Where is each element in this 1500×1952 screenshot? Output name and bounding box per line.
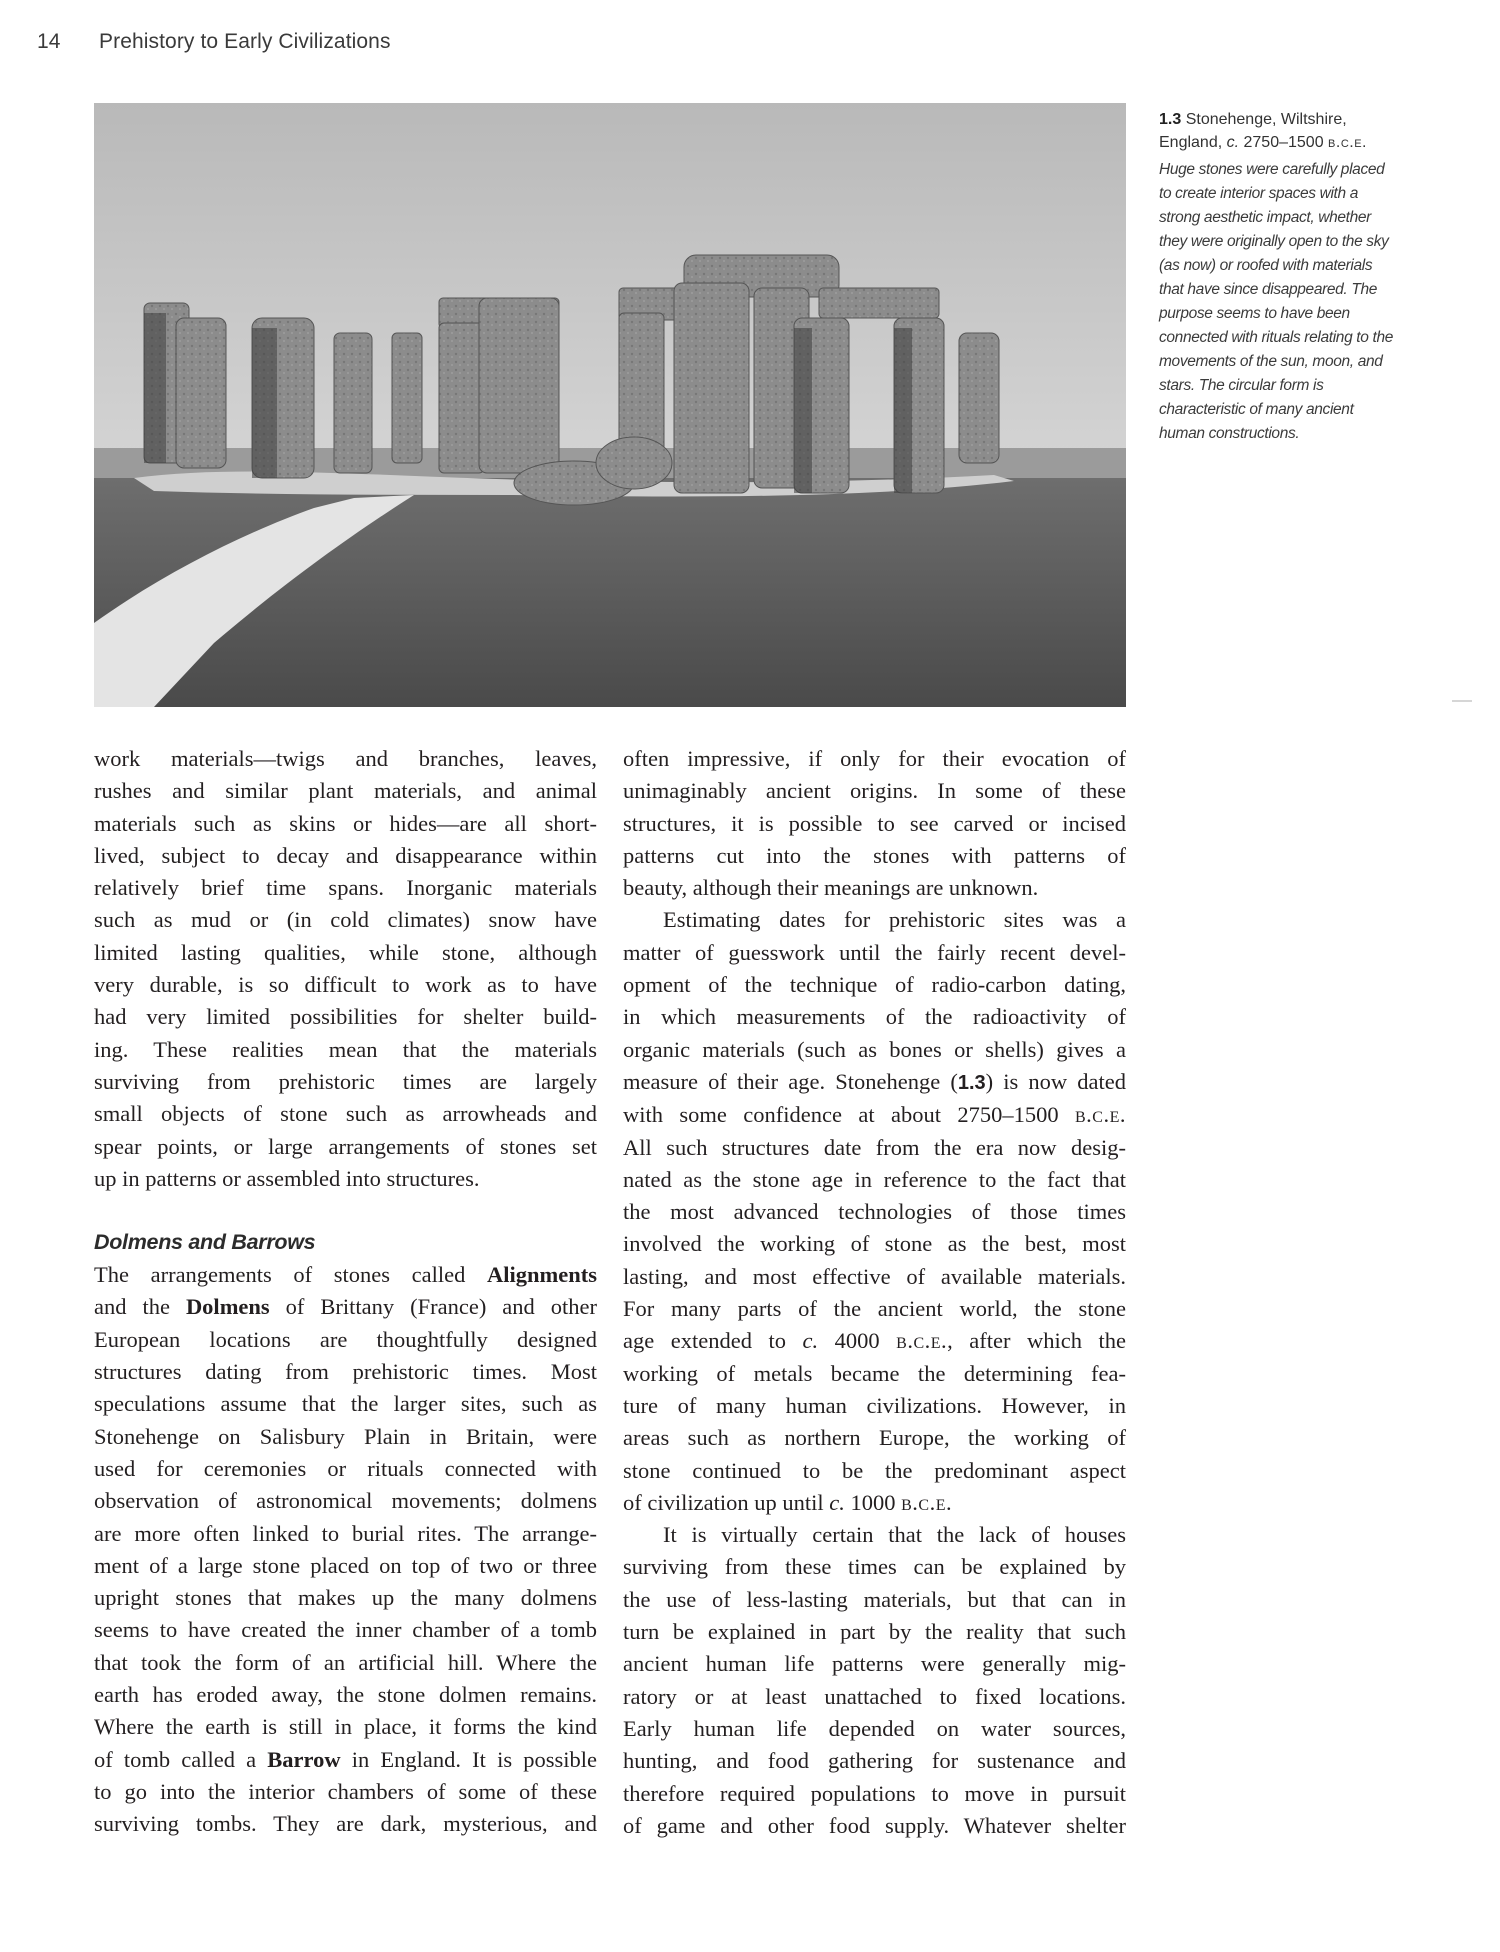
photo-illustration xyxy=(94,103,1126,707)
figure-reference-link[interactable]: 1.3 xyxy=(957,1071,986,1094)
paragraph: work materials—twigs and branches, leaves, rushes and similar plant materials, and animal materials such as skins or hides—are all short- lived, subject to decay and disappearance within relatively brief time spans. Inorganic materials such as mud or (in cold climates) snow have limited lasting qualities, while stone, although very durable, is so difficult to work as to have had very limited possibilities for shelter build- ing. These realities mean that the materials surviving from prehistoric times are largely small objects of stone such as arrowheads and spear points, or large arrangements of stones set up in patterns or assembled into structures. xyxy=(94,746,597,1191)
page-number: 14 xyxy=(37,30,61,53)
paragraph: Estimating dates for prehistoric sites was a matter of guesswork until the fairly recent devel- opment of the technique of radio-carbon dating, in which measurements of the radioactivity of organic materials (such as bones or shells) gives a measure of their age. Stonehenge (1.3) is now dated with some confidence at about 2750–1500 b.c.e. All such structures date from the era now desig- nated as the stone age in reference to the fact that the most advanced technologies of those times involved the working of stone as the best, most lasting, and most effective of available materials. For many parts of the ancient world, the stone age extended to c. 4000 b.c.e., after which the working of metals became the determining fea- ture of many human civilizations. However, in areas such as northern Europe, the working of stone continued to be the predominant aspect of civilization up until c. 1000 b.c.e. xyxy=(623,907,1127,1515)
paragraph: It is virtually certain that the lack of houses surviving from these times can be explained by the use of less-lasting materials, but that can in turn be explained in part by the reality that such ancient human life patterns were generally mig- ratory or at least unattached to fixed locations. Early human life depended on water sources, hunting, and food gathering for sustenance and therefore required populations to move in pursuit of game and other food supply. Whatever shelter xyxy=(623,1522,1126,1838)
caption-title: 1.3 Stonehenge, Wiltshire, England, c. 2750–1500 b.c.e. xyxy=(1159,111,1368,151)
scan-edge-mark xyxy=(1452,700,1472,702)
term-alignments: Alignments xyxy=(486,1262,597,1288)
running-head xyxy=(37,30,391,54)
caption-description: Huge stones were carefully placed to create interior spaces with a strong aesthetic impact, whether they were originally open to the sky (as now) or roofed with materials that have since disappeared. The purpose seems to have been connected with rituals relating to the movements of the sun, moon, and stars. The circular form is characteristic of many ancient human constructions. xyxy=(1159,161,1393,442)
term-barrow: Barrow xyxy=(267,1746,341,1772)
stonehenge-photo xyxy=(94,103,1126,707)
figure-caption xyxy=(1159,108,1399,446)
body-column-left xyxy=(94,743,597,1841)
body-column-right xyxy=(623,743,1126,1842)
term-dolmens: Dolmens xyxy=(185,1294,270,1320)
section-heading: Dolmens and Barrows xyxy=(94,1230,316,1255)
paragraph: often impressive, if only for their evocation of unimaginably ancient origins. In some of these structures, it is possible to see carved or incised patterns cut into the stones with patterns of beauty, although their meanings are unknown. xyxy=(623,746,1126,901)
chapter-title: Prehistory to Early Civilizations xyxy=(99,30,391,53)
figure-number: 1.3 xyxy=(1159,111,1182,128)
paragraph: The arrangements of stones called Alignments and the Dolmens of Brittany (France) and other European locations are thoughtfully designed structures dating from prehistoric times. Most speculations assume that the larger sites, such as Stonehenge on Salisbury Plain in Britain, were used for ceremonies or rituals connected with observation of astronomical movements; dolmens are more often linked to burial rites. The arrange- ment of a large stone placed on top of two or three upright stones that makes up the many dolmens seems to have created the inner chamber of a tomb that took the form of an artificial hill. Where the earth has eroded away, the stone dolmen remains. Where the earth is still in place, it forms the kind of tomb called a Barrow in England. It is possible to go into the interior chambers of some of these surviving tombs. They are dark, mysterious, and xyxy=(94,1262,597,1837)
